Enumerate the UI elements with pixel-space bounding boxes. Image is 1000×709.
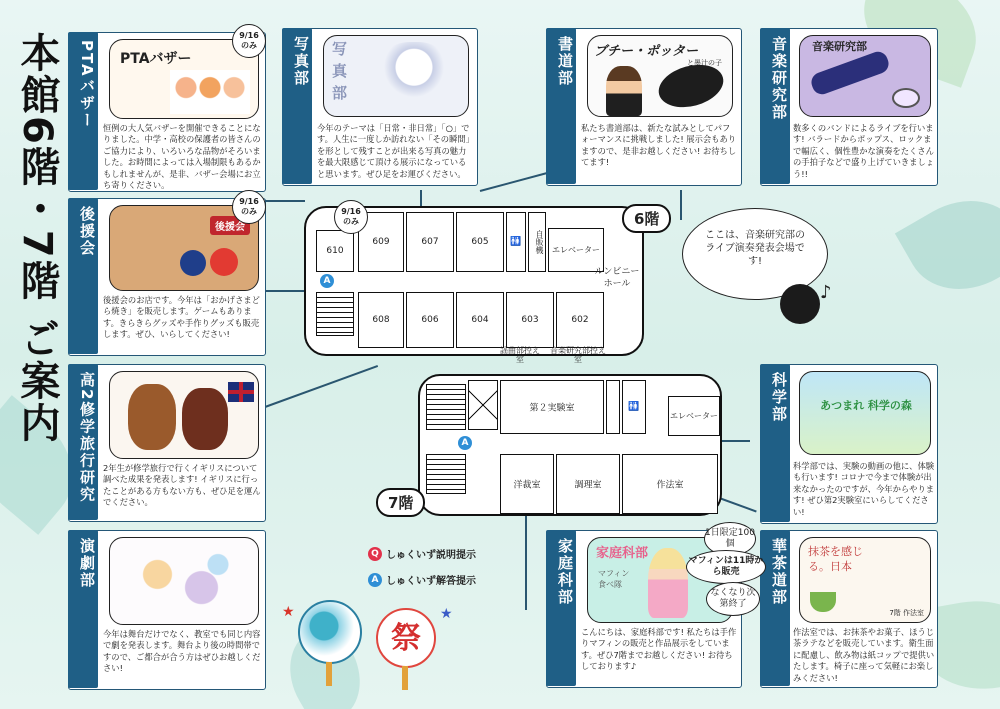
connector: [680, 190, 682, 220]
date-badge-pta: 9/16 のみ: [232, 24, 266, 58]
kado-image: [799, 537, 931, 623]
card-pta-bazaar: [68, 32, 266, 192]
muffin-time-badge: マフィンは11時から販売: [686, 550, 766, 584]
drama-illustration: [130, 548, 240, 614]
teacup-icon: [810, 592, 836, 612]
shashin-description: 今年のテーマは「日常・非日常」「○」です。人生に一度しか訪れない「その瞬間」を形として残すことが出来る写真の魅力を最大限感じて頂ける展示になっていると思います。ぜひ足をお運びください。: [317, 123, 470, 179]
muffin-soldout-badge: なくなり次第終了: [706, 582, 760, 616]
floor-label-7f: 7階: [376, 488, 425, 517]
kado-image-sub: 7階 作法室: [889, 609, 924, 617]
stairs: [316, 292, 354, 336]
room-x: [606, 380, 620, 434]
katei-image-sub: マフィン 食べ隊: [598, 569, 630, 589]
card-kagaku: [760, 364, 938, 524]
restroom-icon: 🚻: [506, 212, 526, 272]
shodo-image-sub: と墨汁の子: [687, 59, 722, 67]
room-610: 610: [316, 230, 354, 272]
card-shashin: [282, 28, 478, 186]
legend-quiz-answer: A しゅくいず解答提示: [368, 572, 476, 587]
engeki-image: [109, 537, 259, 625]
connector: [525, 510, 527, 610]
room-604: 604: [456, 292, 504, 348]
fan-icon: 祭: [376, 608, 436, 668]
restroom-icon: 🚻: [622, 380, 646, 434]
legend-quiz-question: Q しゅくいず説明提示: [368, 546, 476, 561]
room-603: 603: [506, 292, 554, 348]
card-engeki: [68, 530, 266, 690]
pta-image-caption: PTAバザー: [120, 51, 192, 67]
page-title: 本館6階・7階 ご案内: [14, 32, 60, 444]
elevator-6f: エレベーター: [548, 228, 604, 272]
card-koenkai: [68, 198, 266, 356]
ongaku-image: [799, 35, 931, 117]
quiz-answer-marker: A: [458, 430, 472, 450]
katei-image-caption: 家庭科部: [596, 546, 649, 561]
koenkai-description: 後援会のお店です。今年は「おかげさまどら焼き」を販売します。ゲームもあります。きらきらグッズや手作りグッズも販売します。ぜひ、いらしてください!: [103, 295, 260, 340]
drum-icon: [892, 88, 920, 108]
shashin-image-caption: 写真部: [332, 40, 348, 102]
music-note-icon: ♪: [820, 282, 832, 303]
kagaku-image-caption: あつまれ 科学の森: [820, 399, 912, 412]
flag-icon: [228, 382, 254, 402]
ongaku-description: 数多くのバンドによるライブを行います! バラードからポップス、ロックまで幅広く、個性豊かな演奏をたくさんの手拍子などで盛り上げていきましょう!!: [793, 123, 935, 179]
card-shodo: [546, 28, 742, 186]
room-yosaishitsu: 洋裁室: [500, 454, 554, 514]
shodo-image: [587, 35, 733, 117]
quiz-answer-marker: A: [320, 268, 334, 288]
fan-handle: [326, 662, 332, 686]
tab-engeki: 演劇部: [68, 530, 98, 688]
pta-description: 恒例の大人気バザーを開催できることになりました。中学・高校の保護者の皆さんのご協力により、いろいろな品物がそろいました。お時間によっては入場制限もあるかもしれませんが、是非、バザー会場にお立ち寄りください。: [103, 123, 261, 191]
card-ongaku: [760, 28, 938, 186]
room-x: [468, 380, 498, 430]
tab-katei: 家庭科部: [546, 530, 576, 686]
photographer-illustration: [374, 42, 454, 114]
room-602: 602: [556, 292, 604, 348]
kagaku-image: [799, 371, 931, 455]
people-illustration: [170, 70, 250, 114]
tab-shashin: 写真部: [282, 28, 312, 184]
stairs: [426, 454, 466, 494]
shashin-image: [323, 35, 469, 117]
mascot-icon: [210, 248, 238, 276]
kado-description: 作法室では、お抹茶やお菓子、ほうじ茶ラテなどを販売しています。衛生面に配慮し、飲み物は紙コップで提供いたします。椅子に座って気軽にお楽しみください!: [793, 627, 935, 683]
koenkai-sign: 後援会: [210, 216, 250, 235]
vending-machine: 自販機: [528, 212, 546, 272]
room-607: 607: [406, 212, 454, 272]
room-sahoshitsu: 作法室: [622, 454, 718, 514]
ongaku-image-caption: 音楽研究部: [812, 40, 867, 53]
room-608: 608: [358, 292, 404, 348]
star-icon: ★: [282, 604, 295, 620]
leaf-decoration: [895, 179, 1000, 312]
tab-pta-bazaar: PTAバザー: [68, 32, 98, 190]
tab-ongaku: 音楽研究部: [760, 28, 790, 184]
connector: [480, 172, 548, 192]
date-badge-koenkai: 9/16 のみ: [232, 190, 266, 224]
shugaku-description: 2年生が修学旅行で行くイギリスについて調べた成果を発表します! イギリスに行ったことがある方もない方も、ぜひ足を運んでください。: [103, 463, 261, 508]
floor-plan-7f: [418, 374, 722, 516]
speech-bubble: ここは、音楽研究部のライブ演奏発表会場です!: [682, 208, 828, 300]
stairs: [426, 384, 466, 430]
floor-label-6f: 6階: [622, 204, 671, 233]
girl-illustration: [648, 548, 688, 618]
room-choritsu: 調理室: [556, 454, 620, 514]
bear-icon: [182, 388, 228, 450]
star-icon: ★: [440, 606, 453, 622]
katei-description: こんにちは、家庭科部です! 私たちは手作りマフィンの販売と作品展示をしています。ぜひ7階までお越しください! お待ちしております♪: [581, 627, 737, 672]
room-605: 605: [456, 212, 504, 272]
card-kado: [760, 530, 938, 688]
mascot-icon: [780, 284, 820, 324]
hall-label: ルンビニーホール: [594, 267, 640, 289]
engeki-description: 今年は舞台だけでなく、教室でも同じ内容で劇を発表します。舞台より後の時間帯ですので、ご都合が合う方はぜひお越しください!: [103, 629, 261, 674]
tab-koenkai: 後援会: [68, 198, 98, 354]
room-label-yokyoku: 謡曲部控え室: [500, 346, 540, 364]
shodo-image-caption: ブチー・ポッター: [594, 44, 699, 59]
tab-kado: 華茶道部: [760, 530, 790, 686]
fan-icon: [298, 600, 362, 664]
muffin-limit-badge: 1日限定100個: [704, 522, 756, 556]
card-shugaku-ryoko: [68, 364, 266, 522]
guitar-icon: [809, 49, 892, 97]
room-609: 609: [358, 212, 404, 272]
bear-icon: [128, 384, 176, 450]
shodo-description: 私たち書道部は、新たな試みとしてパフォーマンスに挑戦しました! 展示会もありますので、是非お越しください! お待ちしてます!: [581, 123, 737, 168]
tab-kagaku: 科学部: [760, 364, 790, 522]
date-badge-6f: 9/16 のみ: [334, 200, 368, 234]
teddy-bears-image: [109, 371, 259, 459]
student-illustration: [606, 66, 642, 116]
elevator-7f: エレベーター: [668, 396, 720, 436]
tab-shodo: 書道部: [546, 28, 576, 184]
fan-handle: [402, 666, 408, 690]
room-label-ongaku-hikae: 音楽研究部控え室: [550, 346, 606, 364]
connector: [265, 365, 378, 408]
kagaku-description: 科学部では、実験の動画の他に、体験も行います! コロナで今まで体験が出来なかったのですが、今年からやります! ぜひ第2実験室にいらしてください!: [793, 461, 935, 517]
tab-shugaku-ryoko: 高2修学旅行研究: [68, 364, 98, 520]
room-606: 606: [406, 292, 454, 348]
mascot-icon: [180, 250, 206, 276]
room-dai2-jikkenshitsu: 第２実験室: [500, 380, 604, 434]
kado-image-caption: 抹茶を感じる。日本: [808, 545, 863, 573]
